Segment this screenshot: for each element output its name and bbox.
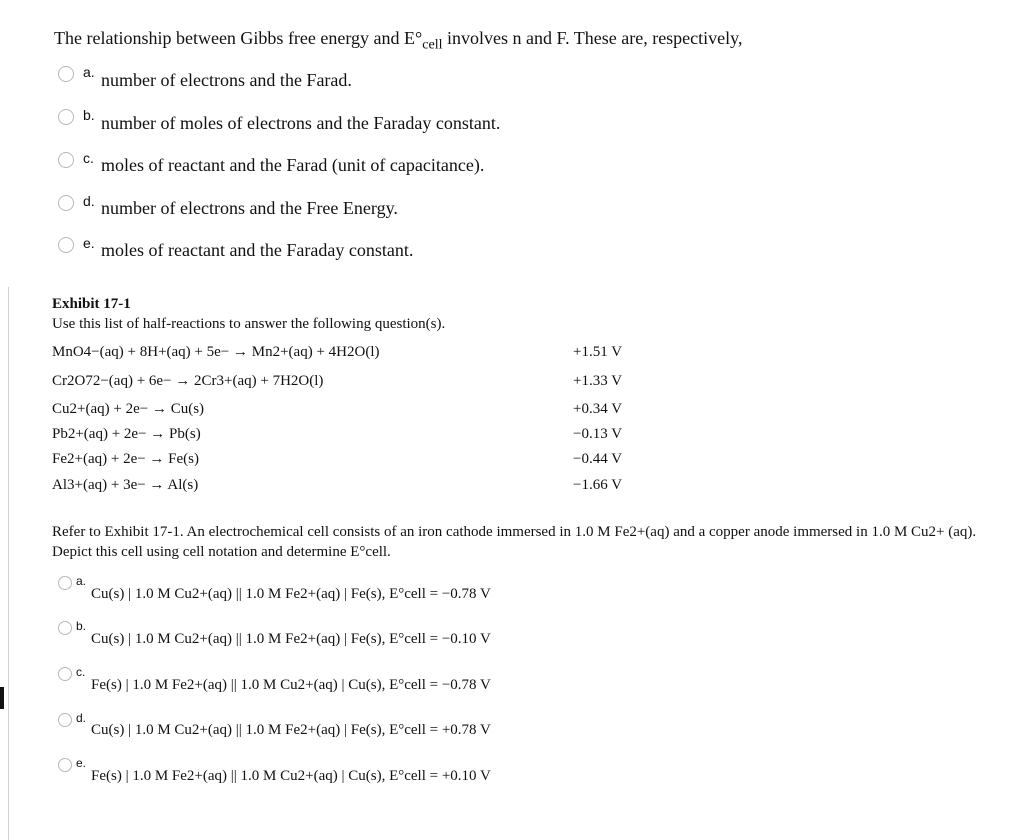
radio-button[interactable]	[58, 109, 74, 125]
reduction-potential: +0.34 V	[573, 401, 623, 417]
option-text: Fe(s) | 1.0 M Fe2+(aq) || 1.0 M Cu2+(aq) | Cu(s), E°cell = −0.78 V	[91, 677, 491, 693]
option-letter: c.	[76, 665, 86, 679]
question-2-prompt: Refer to Exhibit 17-1. An electrochemical cell consists of an iron cathode immersed in 1.0 M Fe2+(aq) and a copper anode immersed in 1.0 M Cu2+ (aq). Depict this cell using cell notation and determine E°cell.	[52, 524, 977, 560]
radio-button[interactable]	[58, 758, 72, 772]
half-reaction-equation: Al3+(aq) + 3e− → Al(s)	[52, 477, 199, 493]
option-text: number of electrons and the Farad.	[101, 70, 352, 90]
option-text: moles of reactant and the Farad (unit of capacitance).	[101, 155, 485, 175]
question-1-prompt-tail: involves n and F. These are, respectively,	[442, 28, 743, 48]
scroll-marker	[0, 687, 4, 709]
reduction-potential: −0.13 V	[573, 426, 623, 442]
option-text: number of moles of electrons and the Faraday constant.	[101, 113, 501, 133]
option-letter: b.	[76, 619, 87, 633]
option-letter: b.	[83, 107, 95, 123]
question-1-prompt-text: The relationship between Gibbs free energy and E°	[54, 28, 423, 48]
reduction-potential: +1.33 V	[573, 373, 623, 389]
radio-button[interactable]	[58, 576, 72, 590]
question-1-prompt-sub: cell	[422, 36, 443, 53]
half-reaction-equation: Cu2+(aq) + 2e− → Cu(s)	[52, 401, 205, 417]
radio-button[interactable]	[58, 152, 74, 168]
radio-button[interactable]	[58, 66, 74, 82]
radio-button[interactable]	[58, 237, 74, 253]
option-text: Cu(s) | 1.0 M Cu2+(aq) || 1.0 M Fe2+(aq) | Fe(s), E°cell = +0.78 V	[91, 722, 491, 738]
option-letter: a.	[83, 64, 95, 80]
half-reaction-equation: Pb2+(aq) + 2e− → Pb(s)	[52, 426, 201, 442]
half-reaction-equation: Cr2O72−(aq) + 6e− → 2Cr3+(aq) + 7H2O(l)	[52, 373, 324, 389]
option-text: Fe(s) | 1.0 M Fe2+(aq) || 1.0 M Cu2+(aq) | Cu(s), E°cell = +0.10 V	[91, 768, 491, 784]
option-letter: d.	[83, 193, 95, 209]
half-reaction-equation: Fe2+(aq) + 2e− → Fe(s)	[52, 451, 200, 467]
radio-button[interactable]	[58, 667, 72, 681]
question-1-prompt	[54, 28, 743, 54]
section-divider	[8, 287, 9, 840]
option-letter: a.	[76, 574, 87, 588]
half-reaction-equation: MnO4−(aq) + 8H+(aq) + 5e− → Mn2+(aq) + 4H2O(l)	[52, 344, 380, 360]
option-text: number of electrons and the Free Energy.	[101, 198, 398, 218]
option-letter: c.	[83, 150, 94, 166]
exhibit-instructions: Use this list of half-reactions to answer the following question(s).	[52, 316, 446, 332]
option-letter: e.	[83, 235, 95, 251]
option-text: Cu(s) | 1.0 M Cu2+(aq) || 1.0 M Fe2+(aq) | Fe(s), E°cell = −0.10 V	[91, 631, 491, 647]
reduction-potential: +1.51 V	[573, 344, 623, 360]
option-text: moles of reactant and the Faraday constant.	[101, 240, 414, 260]
radio-button[interactable]	[58, 621, 72, 635]
reduction-potential: −0.44 V	[573, 451, 623, 467]
exhibit-title: Exhibit 17-1	[52, 296, 131, 312]
radio-button[interactable]	[58, 195, 74, 211]
option-text: Cu(s) | 1.0 M Cu2+(aq) || 1.0 M Fe2+(aq) | Fe(s), E°cell = −0.78 V	[91, 586, 491, 602]
radio-button[interactable]	[58, 713, 72, 727]
option-letter: d.	[76, 711, 87, 725]
reduction-potential: −1.66 V	[573, 477, 623, 493]
option-letter: e.	[76, 756, 87, 770]
